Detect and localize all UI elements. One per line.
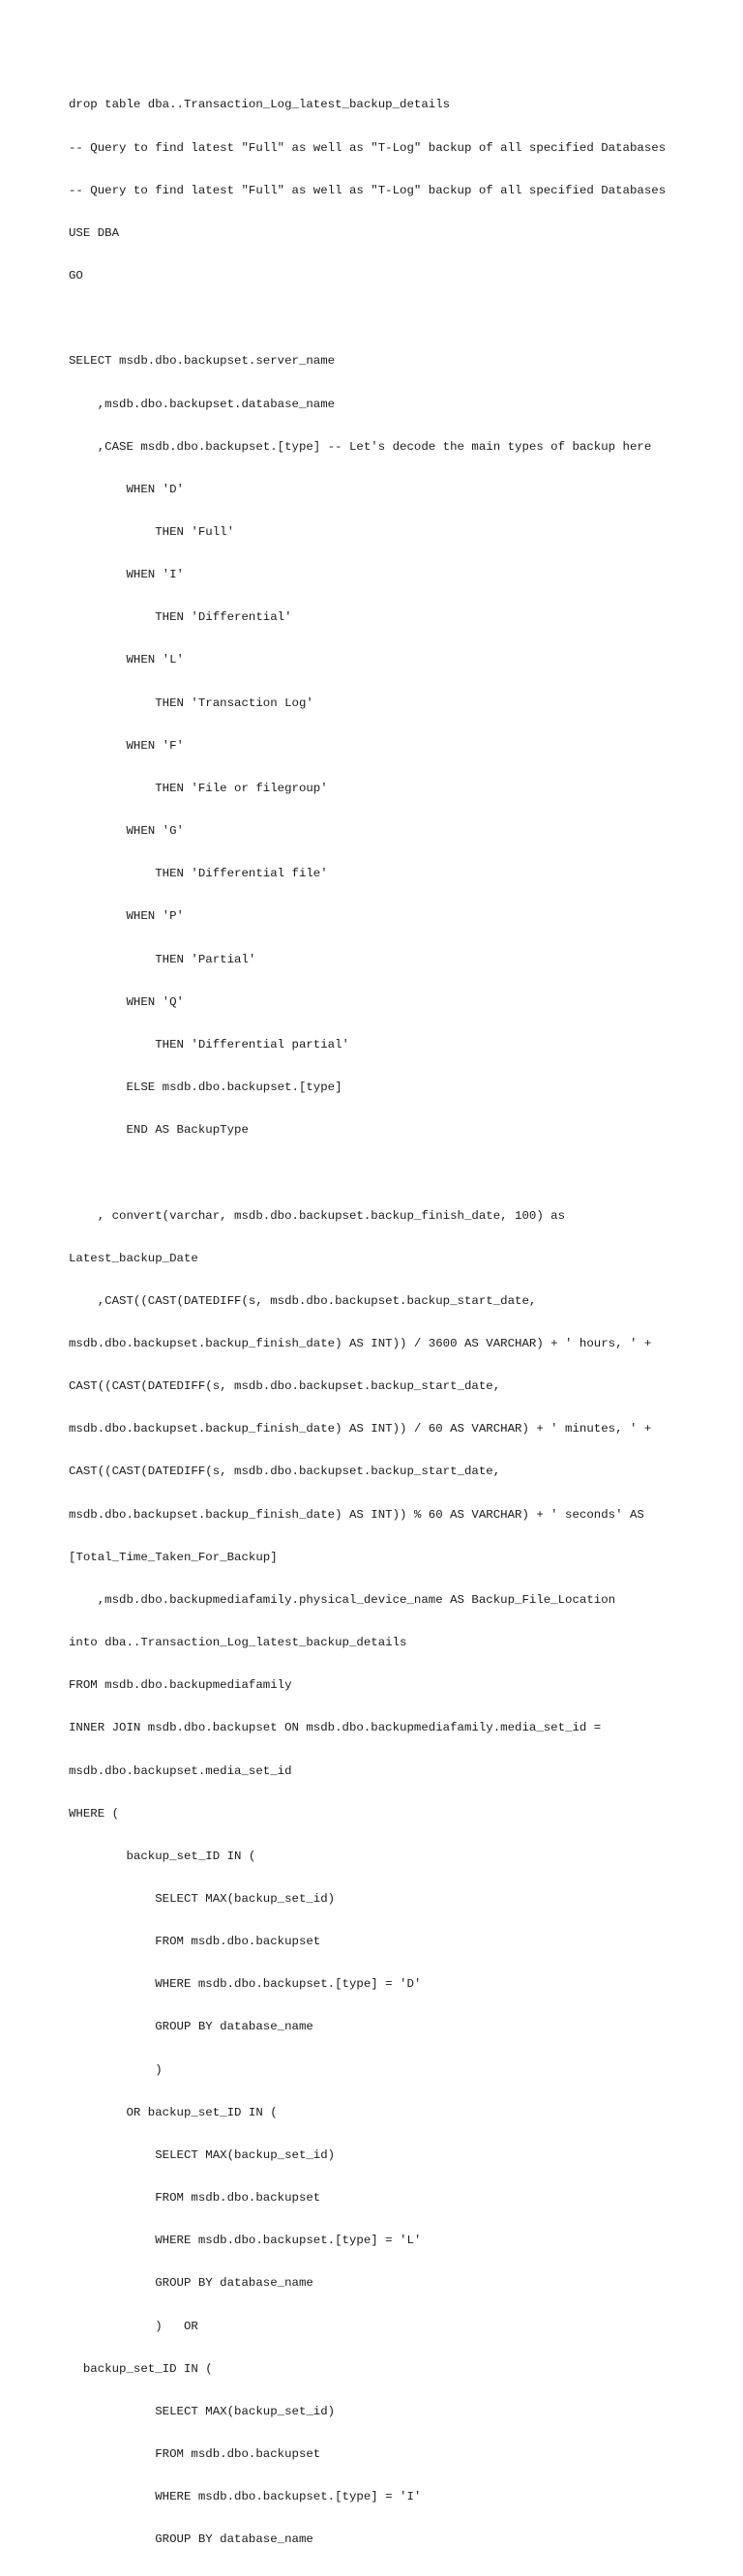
code-line: WHEN 'D' [69,482,184,496]
code-line: -- Query to find latest "Full" as well as "T-Log" backup of all specified Databases [69,140,667,155]
code-line: msdb.dbo.backupset.media_set_id [69,1763,292,1778]
sql-code-block [69,70,666,2576]
code-line: OR backup_set_ID IN ( [69,2105,278,2119]
code-line: drop table dba..Transaction_Log_latest_backup_details [69,98,451,112]
code-line: FROM msdb.dbo.backupmediafamily [69,1678,292,1693]
code-line: backup_set_ID IN ( [69,1849,256,1863]
code-line: ,CASE msdb.dbo.backupset.[type] -- Let's decode the main types of backup here [69,439,652,454]
code-line: INNER JOIN msdb.dbo.backupset ON msdb.dbo.backupmediafamily.media_set_id = [69,1721,602,1735]
code-line: FROM msdb.dbo.backupset [69,1935,321,1949]
code-line: -- Query to find latest "Full" as well as "T-Log" backup of all specified Databases [69,183,667,197]
code-line: msdb.dbo.backupset.backup_finish_date) AS INT)) % 60 AS VARCHAR) + ' seconds' AS [69,1507,644,1522]
code-line: THEN 'Full' [69,525,235,539]
code-line: WHEN 'F' [69,738,184,753]
code-line: ) [69,2062,163,2077]
code-line: END AS BackupType [69,1123,249,1138]
code-line: ) OR [69,2319,198,2333]
code-line: WHEN 'P' [69,909,184,924]
code-line: CAST((CAST(DATEDIFF(s, msdb.dbo.backupset.backup_start_date, [69,1379,501,1394]
code-line: ,msdb.dbo.backupmediafamily.physical_device_name AS Backup_File_Location [69,1592,616,1607]
code-line: , convert(varchar, msdb.dbo.backupset.backup_finish_date, 100) as [69,1208,566,1223]
code-line: THEN 'Differential partial' [69,1037,349,1051]
code-line: THEN 'Differential file' [69,867,328,881]
code-line: WHERE msdb.dbo.backupset.[type] = 'D' [69,1977,422,1992]
code-line: WHERE msdb.dbo.backupset.[type] = 'L' [69,2234,422,2248]
code-line: THEN 'Differential' [69,610,292,625]
code-line: GROUP BY database_name [69,2020,313,2034]
code-line: THEN 'Partial' [69,952,256,966]
code-line: SELECT MAX(backup_set_id) [69,1892,336,1906]
code-line [69,311,666,326]
code-line: msdb.dbo.backupset.backup_finish_date) AS INT)) / 60 AS VARCHAR) + ' minutes, ' + [69,1422,652,1436]
code-line: WHERE ( [69,1806,120,1821]
code-line: [Total_Time_Taken_For_Backup] [69,1550,278,1564]
code-line: WHEN 'I' [69,568,184,582]
code-line: FROM msdb.dbo.backupset [69,2447,321,2462]
code-line: CAST((CAST(DATEDIFF(s, msdb.dbo.backupset.backup_start_date, [69,1465,501,1479]
code-line: WHEN 'L' [69,653,184,667]
code-line: SELECT MAX(backup_set_id) [69,2147,336,2162]
code-line: WHEN 'Q' [69,994,184,1009]
code-line [69,1166,666,1180]
code-line: ELSE msdb.dbo.backupset.[type] [69,1081,342,1095]
code-line: into dba..Transaction_Log_latest_backup_details [69,1636,407,1650]
code-line: ,msdb.dbo.backupset.database_name [69,397,336,411]
code-line: ,CAST((CAST(DATEDIFF(s, msdb.dbo.backupset.backup_start_date, [69,1293,537,1308]
code-line: Latest_backup_Date [69,1251,198,1265]
code-line: SELECT msdb.dbo.backupset.server_name [69,354,336,369]
code-line: GO [69,269,83,283]
code-line: SELECT MAX(backup_set_id) [69,2404,336,2418]
code-line: GROUP BY database_name [69,2532,313,2547]
code-line: backup_set_ID IN ( [69,2361,213,2376]
code-line: THEN 'Transaction Log' [69,696,313,710]
code-line: WHEN 'G' [69,824,184,839]
code-line: msdb.dbo.backupset.backup_finish_date) AS INT)) / 3600 AS VARCHAR) + ' hours, ' + [69,1336,652,1350]
code-line: WHERE msdb.dbo.backupset.[type] = 'I' [69,2490,422,2504]
code-line: USE DBA [69,225,120,240]
code-line: FROM msdb.dbo.backupset [69,2191,321,2206]
code-line: GROUP BY database_name [69,2276,313,2291]
code-line: THEN 'File or filegroup' [69,781,328,795]
